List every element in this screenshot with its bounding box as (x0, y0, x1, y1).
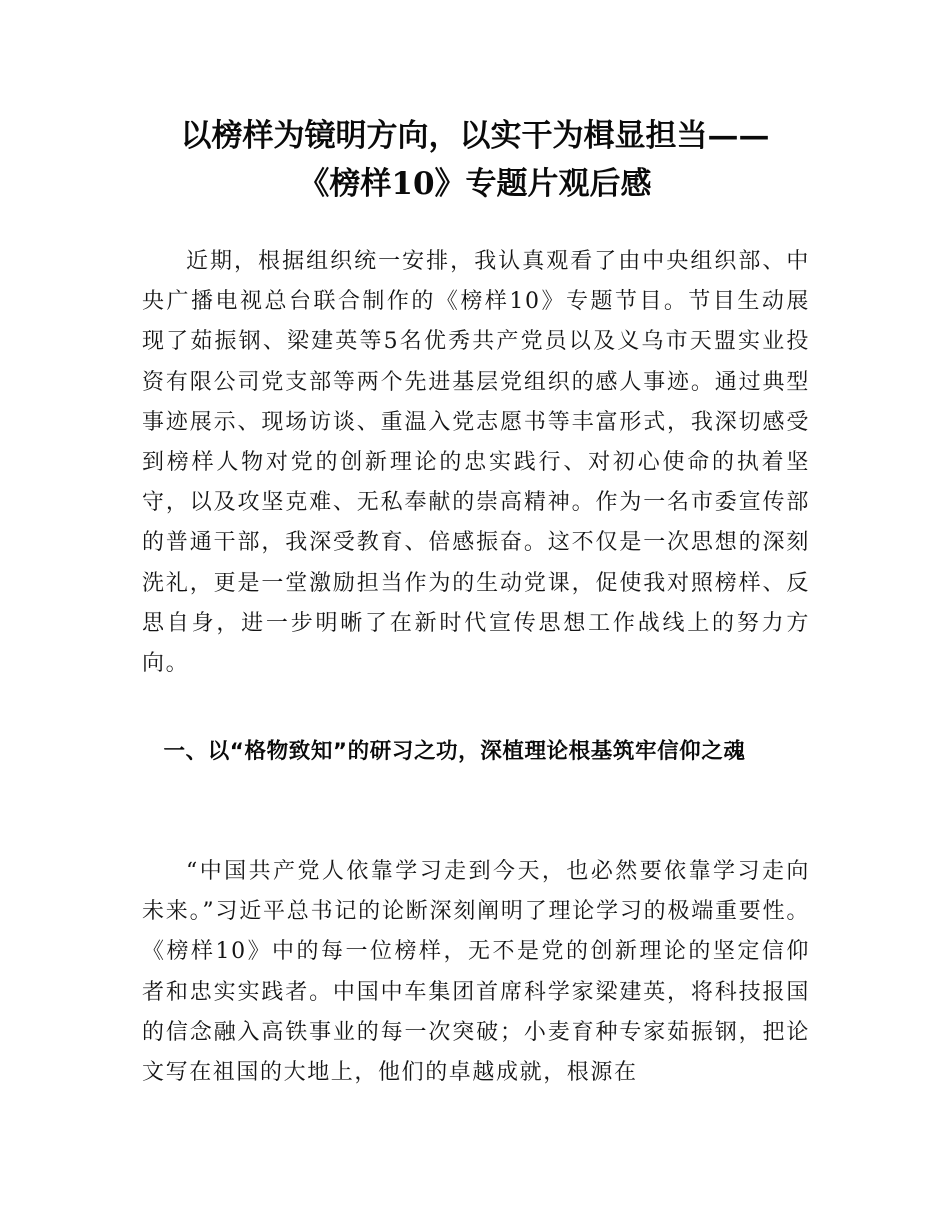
section-1-paragraph: “中国共产党人依靠学习走到今天，也必然要依靠学习走向未来。”习近平总书记的论断深刻阐明了理论学习的极端重要性。《榜样10》中的每一位榜样，无不是党的创新理论的坚定信仰者和忠实实践者。中国中车集团首席科学家梁建英，将科技报国的信念融入高铁事业的每一次突破；小麦育种专家茹振钢，把论文写在祖国的大地上，他们的卓越成就，根源在 (142, 859, 810, 1086)
document-title (100, 112, 850, 208)
title-line-2: 《榜样10》专题片观后感 (298, 166, 652, 202)
title-line-1: 以榜样为镜明方向，以实干为楫显担当—— (180, 118, 770, 154)
intro-paragraph: 近期，根据组织统一安排，我认真观看了由中央组织部、中央广播电视总台联合制作的《榜样10》专题节目。节目生动展现了茹振钢、梁建英等5名优秀共产党员以及义乌市天盟实业投资有限公司党支部等两个先进基层党组织的感人事迹。通过典型事迹展示、现场访谈、重温入党志愿书等丰富形式，我深切感受到榜样人物对党的创新理论的忠实践行、对初心使命的执着坚守，以及攻坚克难、无私奉献的崇高精神。作为一名市委宣传部的普通干部，我深受教育、倍感振奋。这不仅是一次思想的深刻洗礼，更是一堂激励担当作为的生动党课，促使我对照榜样、反思自身，进一步明晰了在新时代宣传思想工作战线上的努力方向。 (142, 249, 810, 677)
section-heading-1: 一、以“格物致知”的研习之功，深植理论根基筑牢信仰之魂 (163, 739, 746, 764)
